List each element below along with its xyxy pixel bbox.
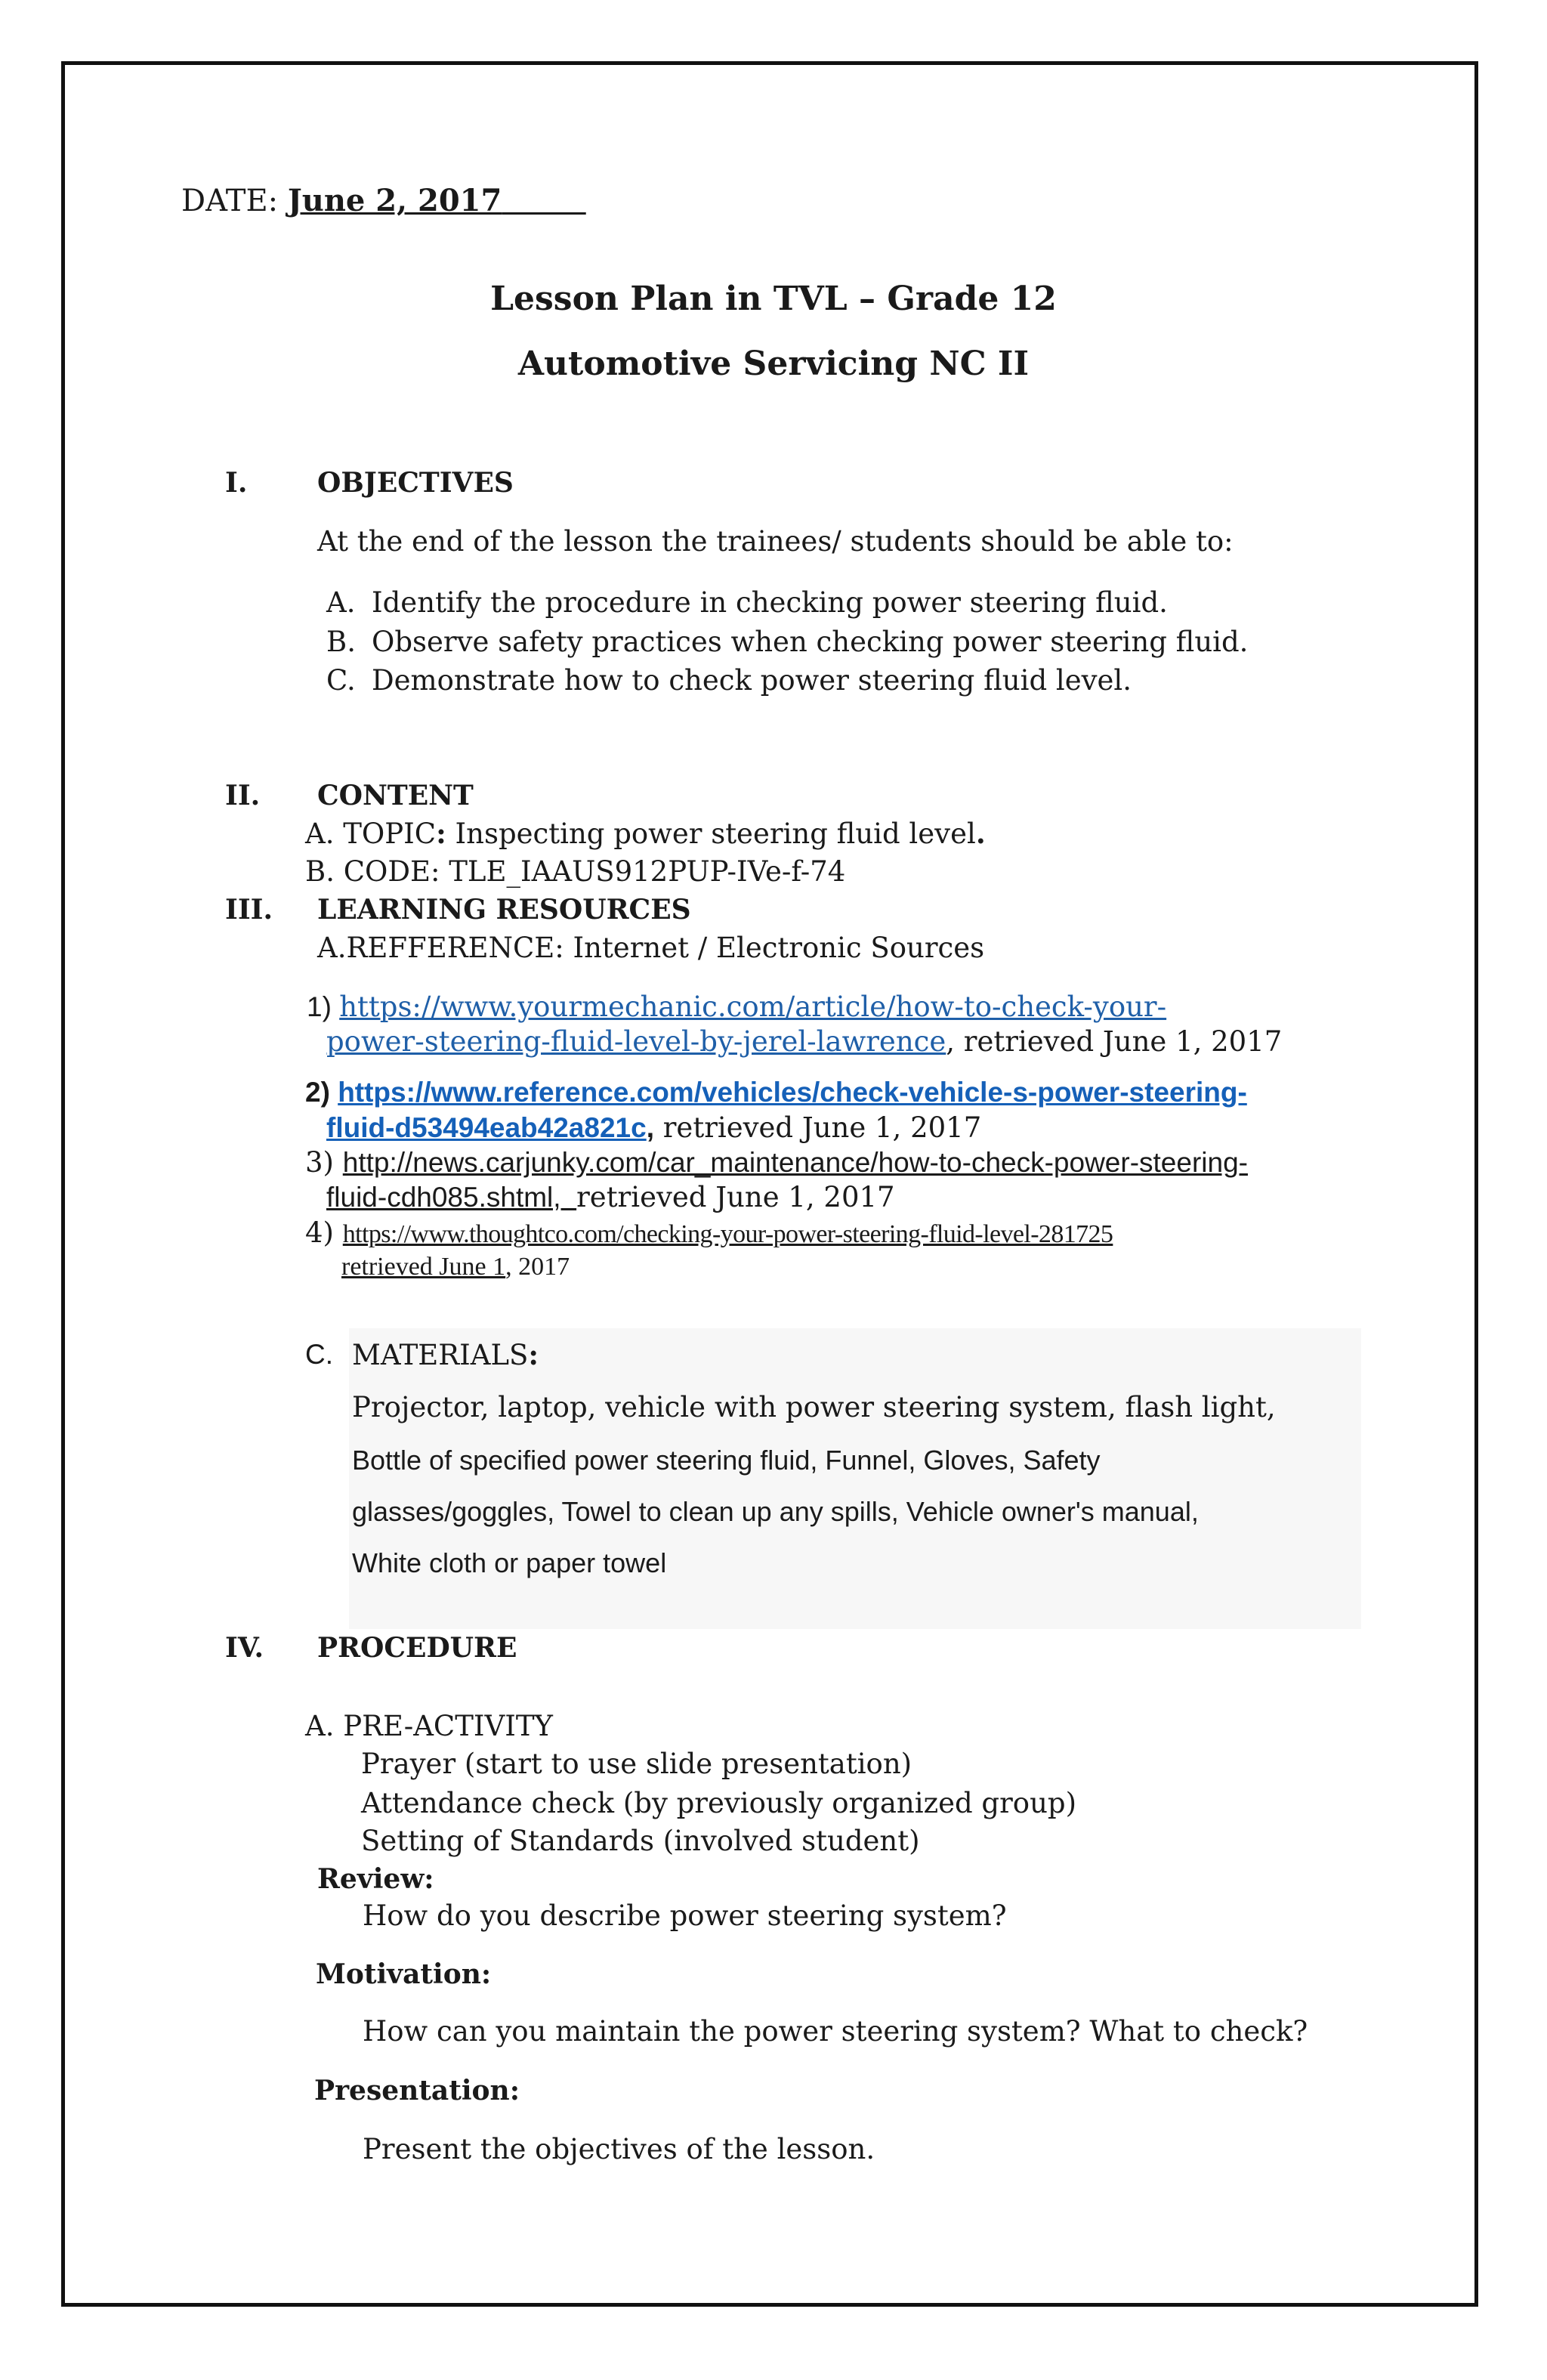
objective-text: Demonstrate how to check power steering fluid level. [372, 664, 1132, 697]
section-learning-resources [225, 894, 691, 926]
objective-letter: B. [326, 626, 356, 658]
objective-item [326, 663, 1132, 698]
section-procedure [225, 1632, 517, 1664]
reference-number: 1) [307, 991, 340, 1022]
pre-activity-item: Prayer (start to use slide presentation) [361, 1748, 912, 1780]
reference-2-retrieved: retrieved June 1, 2017 [653, 1111, 982, 1144]
content-topic [305, 816, 986, 852]
section-heading: PROCEDURE [317, 1632, 517, 1664]
section-numeral: II. [225, 780, 261, 811]
reference-4-line-2 [341, 1253, 570, 1281]
date-underline-tail [502, 183, 585, 218]
topic-label: A. TOPIC [305, 818, 437, 850]
materials-colon: : [528, 1338, 539, 1371]
topic-period: . [975, 817, 986, 850]
reference-4-year: , 2017 [505, 1253, 570, 1281]
materials-line-4: White cloth or paper towel [352, 1547, 667, 1578]
materials-label [352, 1337, 539, 1373]
review-label: Review: [317, 1863, 434, 1895]
reference-1-link-cont[interactable]: power-steering-fluid-level-by-jerel-lawrence [326, 1025, 946, 1058]
objective-item [326, 586, 1168, 620]
objective-letter: A. [326, 586, 356, 619]
title-line-2: Automotive Servicing NC II [517, 345, 1030, 383]
presentation-label: Presentation: [314, 2075, 520, 2106]
topic-text: Inspecting power steering fluid level [446, 818, 976, 850]
materials-letter: C. [305, 1339, 333, 1370]
reference-1-line-2 [326, 1025, 1282, 1059]
reference-number: 4) [305, 1216, 343, 1249]
topic-colon: : [436, 817, 446, 850]
section-numeral: IV. [225, 1632, 264, 1664]
motivation-label: Motivation: [316, 1958, 492, 1990]
presentation-text: Present the objectives of the lesson. [363, 2133, 875, 2165]
objective-text: Observe safety practices when checking power steering fluid. [372, 626, 1249, 658]
review-text: How do you describe power steering system? [363, 1899, 1007, 1932]
title-line-1: Lesson Plan in TVL – Grade 12 [490, 280, 1057, 318]
motivation-text: How can you maintain the power steering system? What to check? [363, 2015, 1308, 2048]
date-line [181, 183, 586, 218]
pre-activity-item: Setting of Standards (involved student) [361, 1825, 920, 1857]
materials-background [349, 1328, 1361, 1629]
reference-1-link[interactable]: https://www.yourmechanic.com/article/how-to-check-your- [339, 991, 1167, 1023]
objective-letter: C. [326, 664, 356, 697]
reference-2-line-2 [326, 1111, 981, 1145]
reference-3-link-cont[interactable]: fluid-cdh085.shtml, [326, 1182, 577, 1213]
materials-label-line [305, 1337, 333, 1372]
reference-3-line-1 [305, 1145, 1248, 1180]
date-label: DATE: [181, 184, 288, 218]
section-heading: CONTENT [317, 780, 474, 811]
reference-2-comma: , [646, 1112, 654, 1143]
reference-1-retrieved: , retrieved June 1, 2017 [946, 1025, 1283, 1058]
pre-activity-heading: A. PRE-ACTIVITY [305, 1710, 553, 1742]
materials-line-3: glasses/goggles, Towel to clean up any spills, Vehicle owner's manual, [352, 1496, 1199, 1527]
reference-4-link[interactable]: https://www.thoughtco.com/checking-your-power-steering-fluid-level-281725 [342, 1220, 1113, 1248]
objective-item [326, 625, 1248, 660]
reference-number: 3) [305, 1146, 343, 1179]
reference-number: 2) [305, 1077, 338, 1108]
reference-2-line-1 [305, 1075, 1247, 1110]
section-numeral: I. [225, 467, 248, 499]
objectives-intro: At the end of the lesson the trainees/ students should be able to: [317, 525, 1234, 558]
reference-2-link[interactable]: https://www.reference.com/vehicles/check-vehicle-s-power-steering- [338, 1077, 1247, 1108]
materials-word: MATERIALS [352, 1339, 529, 1371]
materials-line-2: Bottle of specified power steering fluid, Funnel, Gloves, Safety [352, 1445, 1101, 1476]
reference-line: A.REFFERENCE: Internet / Electronic Sources [317, 932, 985, 964]
reference-3-retrieved: retrieved June 1, 2017 [576, 1181, 895, 1213]
reference-2-link-cont[interactable]: fluid-d53494eab42a821c [326, 1112, 647, 1143]
date-value: June 2, 2017 [287, 183, 502, 218]
objective-text: Identify the procedure in checking power steering fluid. [372, 586, 1168, 619]
pre-activity-item: Attendance check (by previously organized group) [361, 1787, 1077, 1819]
reference-3-link[interactable]: http://news.carjunky.com/car_maintenance/how-to-check-power-steering- [342, 1147, 1248, 1178]
section-heading: OBJECTIVES [317, 467, 514, 499]
reference-3-line-2 [326, 1180, 895, 1215]
materials-line-1: Projector, laptop, vehicle with power steering system, flash light, [352, 1391, 1276, 1423]
content-code: B. CODE: TLE_IAAUS912PUP-IVe-f-74 [305, 855, 846, 888]
reference-1-line-1 [307, 990, 1166, 1025]
section-numeral: III. [225, 894, 273, 926]
section-objectives [225, 467, 514, 499]
reference-4-line-1 [305, 1216, 1113, 1252]
section-heading: LEARNING RESOURCES [317, 894, 691, 926]
section-content [225, 780, 474, 811]
reference-4-retrieved: retrieved June 1 [341, 1253, 506, 1281]
